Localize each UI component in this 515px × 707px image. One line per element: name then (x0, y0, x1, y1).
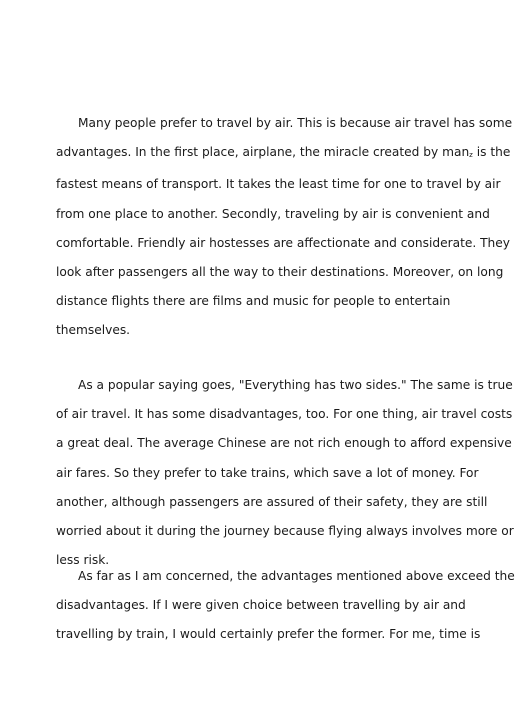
text-line: As far as I am concerned, the advantages mentioned above exceed the (78, 569, 515, 583)
paragraph-advantages (56, 109, 513, 346)
text-line: distance flights there are films and music for people to entertain (56, 294, 451, 309)
text-line: less risk. (56, 553, 110, 568)
subscript-mark: z (469, 151, 473, 160)
text-line: disadvantages. If I were given choice between travelling by air and (56, 598, 466, 613)
text-line: air fares. So they prefer to take trains, which save a lot of money. For (56, 465, 479, 480)
text-line: travelling by train, I would certainly prefer the former. For me, time is (56, 627, 481, 642)
text-line: Many people prefer to travel by air. This is because air travel has some (78, 116, 513, 130)
text-line: a great deal. The average Chinese are not rich enough to afford expensive (56, 436, 512, 451)
text-line: from one place to another. Secondly, traveling by air is convenient and (56, 206, 490, 221)
text-line: look after passengers all the way to their destinations. Moreover, on long (56, 265, 504, 280)
text-line: worried about it during the journey because flying always involves more or (56, 524, 514, 539)
paragraph-disadvantages (56, 371, 514, 575)
text-line: As a popular saying goes, "Everything has two sides." The same is true (78, 378, 513, 392)
text-line (56, 138, 511, 170)
text-line: of air travel. It has some disadvantages, too. For one thing, air travel costs (56, 407, 513, 422)
text-line: comfortable. Friendly air hostesses are affectionate and considerate. They (56, 235, 510, 250)
text-line-main: advantages. In the first place, airplane, the miracle created by man (56, 145, 470, 160)
text-line: another, although passengers are assured of their safety, they are still (56, 494, 488, 509)
text-line-tail: is the (472, 145, 511, 160)
paragraph-conclusion (56, 562, 515, 650)
text-line: themselves. (56, 323, 131, 338)
text-line: fastest means of transport. It takes the least time for one to travel by air (56, 177, 501, 192)
